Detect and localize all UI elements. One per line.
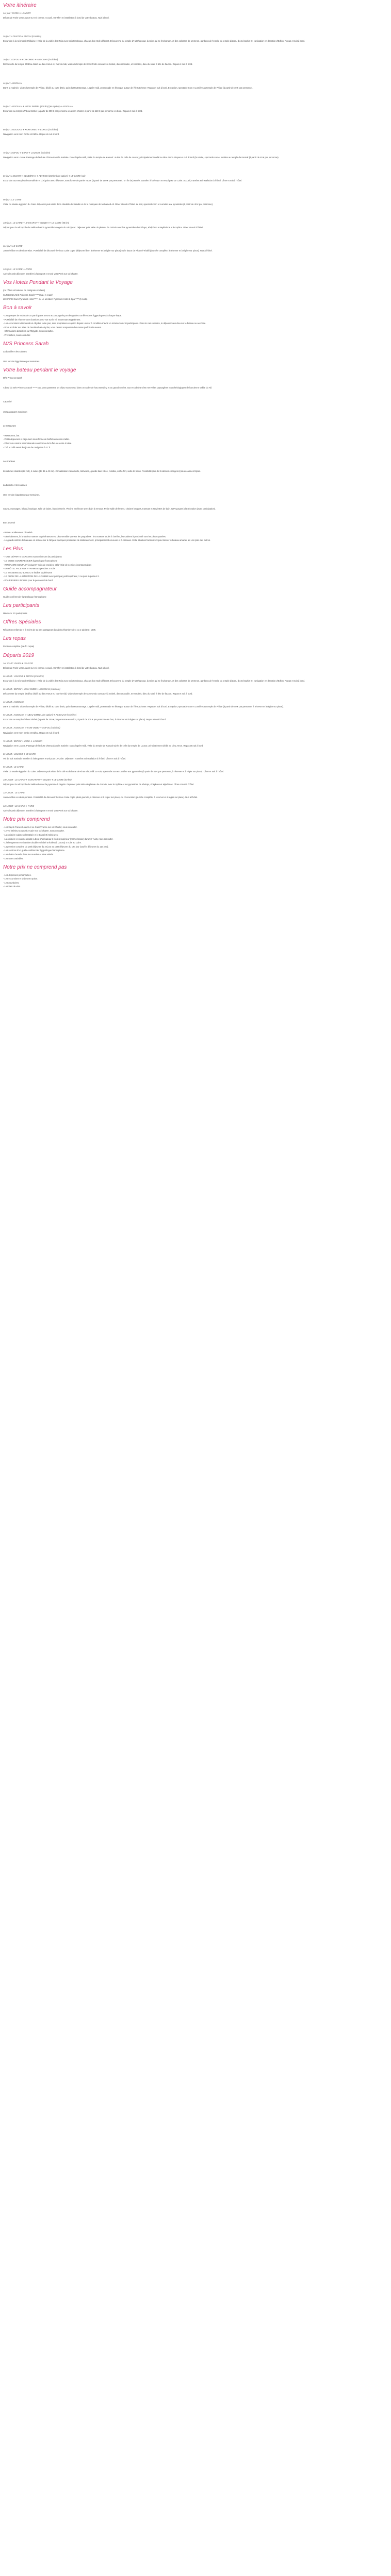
itinerary-title: Votre itinéraire bbox=[3, 3, 37, 8]
day-text: Excursion au temple d'Abou Simbel (à partir de 300 € par personne en avion charter, à partir de 110 € par personne en bus). Repas et nuit à bord. bbox=[3, 109, 143, 112]
day-text: Journée libre en demi-pension. Possibilité de découvrir le vieux Caire copte (demi-journée, à réserver et à régler sur place) ou d'excursion (journée complète, à réserver et à régler sur place). Nuit à l'hôtel. bbox=[3, 796, 198, 799]
price-excludes-title: Notre prix ne comprend pas bbox=[3, 864, 67, 870]
day-text: Excursion à la nécropole thébaine : visite de la vallée des Rois avec trois tombeaux, chacun d'un style différent. Découverte du temple d'Hatshepsout, la reine qui se fit pharaon, et des colosses de Memnon, gardiens de l'entrée du temple disparu d'Aménophis III. Navigation en direction d'Edfou. Repas et nuit à bord. bbox=[3, 40, 305, 43]
list-item: - Pré-tarifiés, nous consulter. bbox=[3, 334, 31, 336]
day-heading: 5e JOUR : ASSOUAN ✈ ABOU SIMBEL (en option) ✈ ASSOUAN (croisière) bbox=[3, 714, 77, 717]
day-text: Navigation vers Louxor. Passage de l'écluse d'Esna dans la matinée. Dans l'après-midi, visite du temple de Karnak : suivie de celle de Louxor, principalement dédié au dieu Amon. Repas et nuit à bord (la soirée, spectacle son et lumière au temple de Karnak (à partir de 40 € par personne). bbox=[3, 156, 279, 159]
day-heading: 4e jour : ASSOUAN bbox=[3, 81, 22, 84]
itinerary-section bbox=[3, 3, 388, 276]
ship-subtitle: La bataille et les cabines bbox=[3, 350, 27, 353]
day-heading: 10e jour : LE CAIRE ✈ SAKKARAH ✈ GUIZEH ✈ LE CAIRE (50 km) bbox=[3, 221, 70, 224]
list-item: - La croisière cabines climatisée et le transfert intérieures. bbox=[3, 833, 59, 836]
ship-section bbox=[3, 341, 388, 363]
bath-text: Une version égyptienne par semaines. bbox=[3, 493, 40, 496]
list-item: - Les trajets France/Louxor et Le Caire/France sur vol charter, nous consulter. bbox=[3, 825, 77, 828]
plus-section bbox=[3, 546, 388, 582]
meals-text: Pension complète (sauf 1 repas) bbox=[3, 645, 35, 648]
boat-good-label: Bon à savoir bbox=[3, 521, 15, 524]
day-heading: 3e JOUR : EDFOU ✈ KOM OMBO ✈ ASSOUAN (croisière) bbox=[3, 687, 60, 690]
participants-text: Minimum: 10 participants bbox=[3, 612, 27, 615]
price-includes-list bbox=[3, 826, 388, 860]
departs-section bbox=[3, 653, 388, 812]
day-heading: 6e JOUR : ASSOUAN ✈ KOM OMBO ✈ EDFOU (croisière) bbox=[3, 726, 60, 730]
price-includes-section bbox=[3, 817, 388, 860]
list-item: - Bateau entièrement climatisé. bbox=[3, 531, 33, 534]
participants-section bbox=[3, 603, 388, 615]
plus-title: Les Plus bbox=[3, 546, 23, 552]
list-item: - Les droits d'entrée dans les musées et sites visités. bbox=[3, 853, 54, 856]
day-heading: 11e jour : LE CAIRE bbox=[3, 244, 23, 247]
good-list bbox=[3, 314, 388, 337]
list-item: - La pension complète du petit déjeuner du 2e jour au petit déjeuner du 12e jour (sauf le déjeuner du 11e jour). bbox=[3, 845, 109, 848]
list-item: - LE CHOIX DE LA SITUATION DE LA CABINE avec principal, petit supérieur, 1 ou pont supérieur 2. bbox=[3, 575, 100, 578]
capacity-value: 150 passagers maximum bbox=[3, 410, 27, 413]
guide-text: Guide conférencier égyptologue francophone bbox=[3, 596, 46, 599]
day-heading: 8e JOUR : LOUXOR ✈ LE CAIRE bbox=[3, 752, 36, 755]
day-heading: 12e JOUR : LE CAIRE ✈ PARIS bbox=[3, 804, 35, 807]
list-item: - Les services d'un guide conférencier égyptologue francophone. bbox=[3, 849, 65, 852]
bath-label: La bataille et les cabines bbox=[3, 483, 27, 486]
good-to-know-section bbox=[3, 305, 388, 337]
day-heading: 10e JOUR : LE CAIRE ✈ SAKKARAH ✈ GUIZEH ✈ LE CAIRE (50 km) bbox=[3, 778, 72, 782]
good-title: Bon à savoir bbox=[3, 305, 32, 311]
day-heading: 1er jour : PARIS ✈ LOUXOR bbox=[3, 12, 31, 14]
price-includes-title: Notre prix comprend bbox=[3, 816, 50, 822]
list-item: - Les pourboires. bbox=[3, 881, 20, 884]
guide-title: Guide accompagnateur bbox=[3, 586, 57, 592]
cabins-label: Les Cabines bbox=[3, 460, 15, 463]
list-item: - Les dépenses personnelles. bbox=[3, 873, 31, 876]
list-item: - Les frais de visa. bbox=[3, 885, 21, 888]
boat-title: Votre bateau pendant le voyage bbox=[3, 367, 76, 374]
list-item: LE CAIRE Cairo Pyramids Hotel***** ou Le Meridien Pyramids Hotel & Spa***** (5 nuits) bbox=[3, 297, 88, 300]
boat-text: A bord du M/S Princess Sarah ***** sup, vous passerez un séjour sans souci dans un cadre de haut standing et au grand confort, tout en admirant les merveilles paysagères et archéologiques de l'ancienne vallée du Nil. bbox=[3, 386, 213, 389]
day-heading: 5e jour : ASSOUAN ✈ ABOU SIMBEL (500 km) (en option) ✈ ASSOUAN bbox=[3, 105, 73, 108]
day-heading: 1er JOUR : PARIS ✈ LOUXOR bbox=[3, 662, 33, 665]
boat-good-list bbox=[3, 531, 388, 542]
day-text: Navigation vers Louxor. Passage de l'écluse d'Esna dans la matinée. Dans l'après-midi, visite du temple de Karnak suivie de celle du temple de Louxor, principalement dédié au dieu Amon. Repas et nuit à bord. bbox=[3, 744, 204, 747]
list-item: - Le vol intérieur Louxor/Le Caire sur vol charter, nous consulter. bbox=[3, 829, 64, 833]
hotels-list bbox=[3, 294, 388, 301]
day-text: Visite du Musée égyptien du Caire. Déjeuner puis visite de la citadelle de Saladin et de la mosquée de Mohamed Ali. Dîner et nuit à l'hôtel. Le soir, spectacle Son et Lumière aux pyramides (à partir de 40 € par personne). bbox=[3, 202, 214, 206]
day-text: Excursion aux temples de Dendérah et d'Abydos avec déjeuner, sous forme de panier repas (à partir de 150 € par personne). En fin de journée, transfert à l'aéroport et envol pour Le Caire. Accueil, transfert et installation à l'hôtel. Dîner et nuit à l'hôtel. bbox=[3, 179, 242, 182]
participants-title: Les participants bbox=[3, 603, 40, 609]
list-item: - LE GUIDE CONFÉRENCIER égyptologue francophone bbox=[3, 560, 58, 563]
cabins-text: 66 cabines doubles (22 m2), 4 suites (de 32 à 42 m2). Climatisation individuelle, télévision, grande baie vitrée, minibar, coffre-fort, salle de bains. Possibilité (sur de 8 cabines étrangères) deux cabines triples. bbox=[3, 469, 201, 472]
services-text: Sauna, massages, billard, boutique, salle de bains, blanchisserie. Piscine extérieure avec bain à remous. Petite salle de fitness, chaises longues, transats et serviettes de bain. WIFI payant à la réception (avec participation). bbox=[3, 507, 216, 510]
day-text: Découverte du temple d'Edfou dédié au dieu Horus et, l'après-midi, visite du temple de Kom Ombo consacré à Sobek, dieu crocodile, et Haroéris, dieu du soleil à tête de faucon. Repas et nuit à bord. bbox=[3, 692, 193, 695]
list-item: - Dîners de cuisine internationale sous forme de buffet ou servis à table. bbox=[3, 442, 72, 445]
day-heading: 3e jour : EDFOU ✈ KOM OMBO ✈ ASSOUAN (croisière) bbox=[3, 58, 58, 61]
day-heading: 7e jour : EDFOU ✈ ESNA ✈ LOUXOR (croisière) bbox=[3, 151, 51, 155]
list-item: - POURBOIRES INCLUS pour le personnel de bord. bbox=[3, 579, 54, 582]
day-text: Excursion au temple d'Abou Simbel (à partir de 300 € par personne en avion, à partir de 100 € par personne en bus, à réserver et à régler sur place). Repas et nuit à bord. bbox=[3, 718, 167, 721]
list-item: - Pour accéder aux sites de Dendérah et Abydos, vous devrez emprunter des routes parfois sinueuses. bbox=[3, 326, 102, 329]
day-text: Vol de nuit matinale transfert à l'aéroport et envol pour Le Caire. Déjeuner. Transfert et installation à l'hôtel. Dîner et nuit à l'hôtel. bbox=[3, 757, 126, 760]
guide-section bbox=[3, 586, 388, 599]
list-item: - UN HÔTEL FACE AUX PYRAMIDES pendant 4 nuits bbox=[3, 567, 55, 570]
list-item: - ITINÉRAIRE COMPLET incluant 7 nuits de croisière et la visite de 14 sites incontournables bbox=[3, 563, 92, 566]
day-text: Départ de Paris vers Louxor sur vol charter. Accueil, transfert et installation à bord de votre bateau. Nuit à bord. bbox=[3, 666, 109, 669]
meals-section bbox=[3, 636, 388, 648]
hotels-intro: (ou hôtels et bateaux de catégorie similaire) bbox=[3, 289, 45, 292]
day-text: Navigation vers Kom Ombo et Edfou. Repas et nuit à bord. bbox=[3, 133, 60, 136]
price-excludes-section bbox=[3, 865, 388, 889]
day-text: Départ pour la nécropole de Sakkarah avec la pyramide à degrés. Déjeuner puis visite du plateau de Guizeh, avec le Sphinx et les pyramides de Khéops, Khéphren et Mykérinos. Dîner et nuit à l'hôtel. bbox=[3, 783, 194, 786]
day-text: Navigation vers Kom Ombo et Edfou. Repas et nuit à bord. bbox=[3, 731, 60, 734]
ship-title: M/S Princess Sarah bbox=[3, 341, 49, 347]
list-item: - La croisière en cabine double à bord d'un bateau 5 étoiles supérieur (norme locale) durant 7 nuits, nous consulter. bbox=[3, 837, 113, 840]
day-text: Visite du Musée égyptien du Caire. Déjeuner puis visite de la cité et du bazar de Khan el-Khalili. Le soir, spectacle Son et Lumière aux pyramides (à partir de 40 € par personne, à réserver et à régler sur place). Dîner et nuit à l'hôtel. bbox=[3, 770, 224, 773]
list-item: - Restaurant, bar. bbox=[3, 434, 20, 437]
price-excludes-list bbox=[3, 874, 388, 889]
offers-section bbox=[3, 619, 388, 632]
offers-title: Offres Spéciales bbox=[3, 619, 41, 625]
list-item: - Petits déjeuners et déjeuners sous forme de buffet ou servis à table. bbox=[3, 438, 70, 441]
list-item: - Informations détaillées sur l'Égypte, nous consulter. bbox=[3, 330, 54, 333]
day-text: Après le petit déjeuner, transfert à l'aéroport et envol vers Paris sur vol charter. bbox=[3, 273, 78, 276]
list-item: - Les taxes variables. bbox=[3, 857, 24, 860]
day-text: Après le petit déjeuner, transfert à l'aéroport et envol vers Paris sur vol charter. bbox=[3, 809, 78, 812]
plus-list bbox=[3, 555, 388, 582]
departs-title: Départs 2019 bbox=[3, 652, 35, 658]
offers-text: Réduction enfant de 4 à moins de 12 ans partageant la cabine/chambre de 1 ou 2 adultes : 100€. bbox=[3, 629, 96, 632]
day-text: Journée libre en demi-pension. Possibilité de découvrir le vieux Caire copte (déjeuner libre, à réserver et à régler sur place) ou le bazar de Khan el-Khalili (journée complète, à réserver et à régler sur place). Nuit à l'hôtel. bbox=[3, 249, 213, 252]
day-text: Excursion à la nécropole thébaine : visite de la vallée des Rois avec trois tombeaux, chacun d'un style différent. Découverte du temple d'Hatshepsout, la reine qui se fit pharaon, et des colosses de Memnon, gardiens de l'entrée du temple disparu d'Aménophis III. Navigation en direction d'Edfou. Repas et nuit à bord. bbox=[3, 679, 305, 682]
list-item: - Thé et café servis les jours de navigation à 17 h. bbox=[3, 446, 51, 449]
day-heading: 9e JOUR : LE CAIRE bbox=[3, 766, 24, 768]
restaurant-label: Le restaurant bbox=[3, 424, 16, 427]
day-heading: 11e JOUR : LE CAIRE bbox=[3, 791, 25, 794]
day-heading: 12e jour : LE CAIRE ✈ PARIS bbox=[3, 268, 32, 271]
hotels-section bbox=[3, 280, 388, 301]
list-item: - Les excursions à Dendérah et Abydos, la 8e jour, sont proposées en option depuis Louxor à condition d'avoir un minimum de 10 participants. Dans le cas contraire, le déjeuner aura lieu sur le bateau ou au Caire. bbox=[3, 322, 206, 325]
list-item: - TOUS DÉPARTS GARANTIS sans minimum de participants bbox=[3, 555, 62, 558]
ship-text: Une version égyptienne par semaines. bbox=[3, 360, 40, 363]
day-text: Dans la matinée, visite du temple de Philae, dédié au culte d'Isis, puis du Haut Barrage. L'après-midi, promenade en felouque autour de l'île Kitchener. Repas et nuit à bord. En option, spectacle Son et Lumière au temple de Philae (à partir de 40 € par personne). bbox=[3, 86, 253, 89]
list-item: - L'hébergement en chambre double en hôtel 5 étoiles (à Louxor) 4 nuits au Caire. bbox=[3, 841, 82, 844]
day-heading: 7e JOUR : EDFOU ✈ ESNA ✈ LOUXOR bbox=[3, 739, 42, 742]
day-text: Dans la matinée, visite du temple de Philae, dédié au culte d'Isis, puis du Haut Barrage. L'après-midi, promenade en felouque autour de l'île Kitchener. Repas et nuit à bord. En option, spectacle Son et Lumière au temple de Philae (à partir de 40 € par personne, à réserver et à régler sur place). bbox=[3, 705, 284, 708]
list-item: SUR LE NIL M/S Princess Sarah***** (sup. in ready) bbox=[3, 294, 53, 297]
meals-title: Les repas bbox=[3, 636, 26, 642]
day-heading: 4e JOUR : ASSOUAN bbox=[3, 701, 25, 704]
capacity-label: Capacité bbox=[3, 400, 12, 403]
day-heading: 2e JOUR : LOUXOR ✈ EDFOU (croisière) bbox=[3, 674, 44, 677]
page bbox=[0, 0, 391, 900]
boat-section bbox=[3, 367, 388, 542]
list-item: - Le grand nombre de bateaux en service sur le Nil peut quelques problèmes de stationnement, principalement à Louxor et à Assouan. Cette situation fait souvent pour laisser le bateau amarrer les uns près des autres. bbox=[3, 539, 211, 542]
boat-name: M/S Princess Sarah bbox=[3, 377, 23, 380]
hotels-title: Vos Hotels Pendant le Voyage bbox=[3, 280, 73, 286]
list-item: - Les excursions et visites en option. bbox=[3, 877, 38, 880]
day-heading: 9e jour : LE CAIRE bbox=[3, 198, 22, 201]
restaurant-list bbox=[3, 434, 388, 449]
list-item: - Les groupes de moins de 10 participants seront accompagnés par des guides conférenciers égyptologues à chaque étape. bbox=[3, 314, 122, 317]
list-item: - Possibilité de réserver une chambre avec vue sur le Nil moyennant supplément. bbox=[3, 318, 81, 321]
day-text: Découverte du temple d'Edfou dédié au dieu Horus et, l'après-midi, visite du temple de Kom Ombo consacré à Sobek, dieu crocodile, et Haroéris, dieu du soleil à tête de faucon. Repas et nuit à bord. bbox=[3, 63, 193, 66]
day-heading: 8e jour : LOUXOR ✈ DENDÉRAH ✈ ABYDOS (360 km) (en option) ✈ LE CAIRE (vol) bbox=[3, 175, 86, 178]
day-heading: 6e jour : ASSOUAN ✈ KOM OMBO ✈ EDFOU (croisière) bbox=[3, 128, 58, 131]
day-text: Départ de Paris vers Louxor sur vol charter. Accueil, transfert et installation à bord de votre bateau. Nuit à bord. bbox=[3, 16, 109, 20]
list-item: - Généralement, le bruit des moteurs et générateurs est plus sensible que sur les paquebots : les moteurs situés à l'arrière, les cabines à proximité sont les plus exposées. bbox=[3, 535, 167, 538]
day-heading: 2e jour : LOUXOR ✈ EDFOU (croisière) bbox=[3, 35, 42, 38]
list-item: - LE STANDING DU BATEAU 5 étoiles supérieures bbox=[3, 571, 52, 574]
day-text: Départ pour la nécropole de Sakkarah et la pyramide à degrés du roi Djoser. Déjeuner puis visite du plateau de Guizeh avec les pyramides de Khéops, Khéphren et Mykérinos et le Sphinx. Dîner et nuit à l'hôtel. bbox=[3, 226, 204, 229]
